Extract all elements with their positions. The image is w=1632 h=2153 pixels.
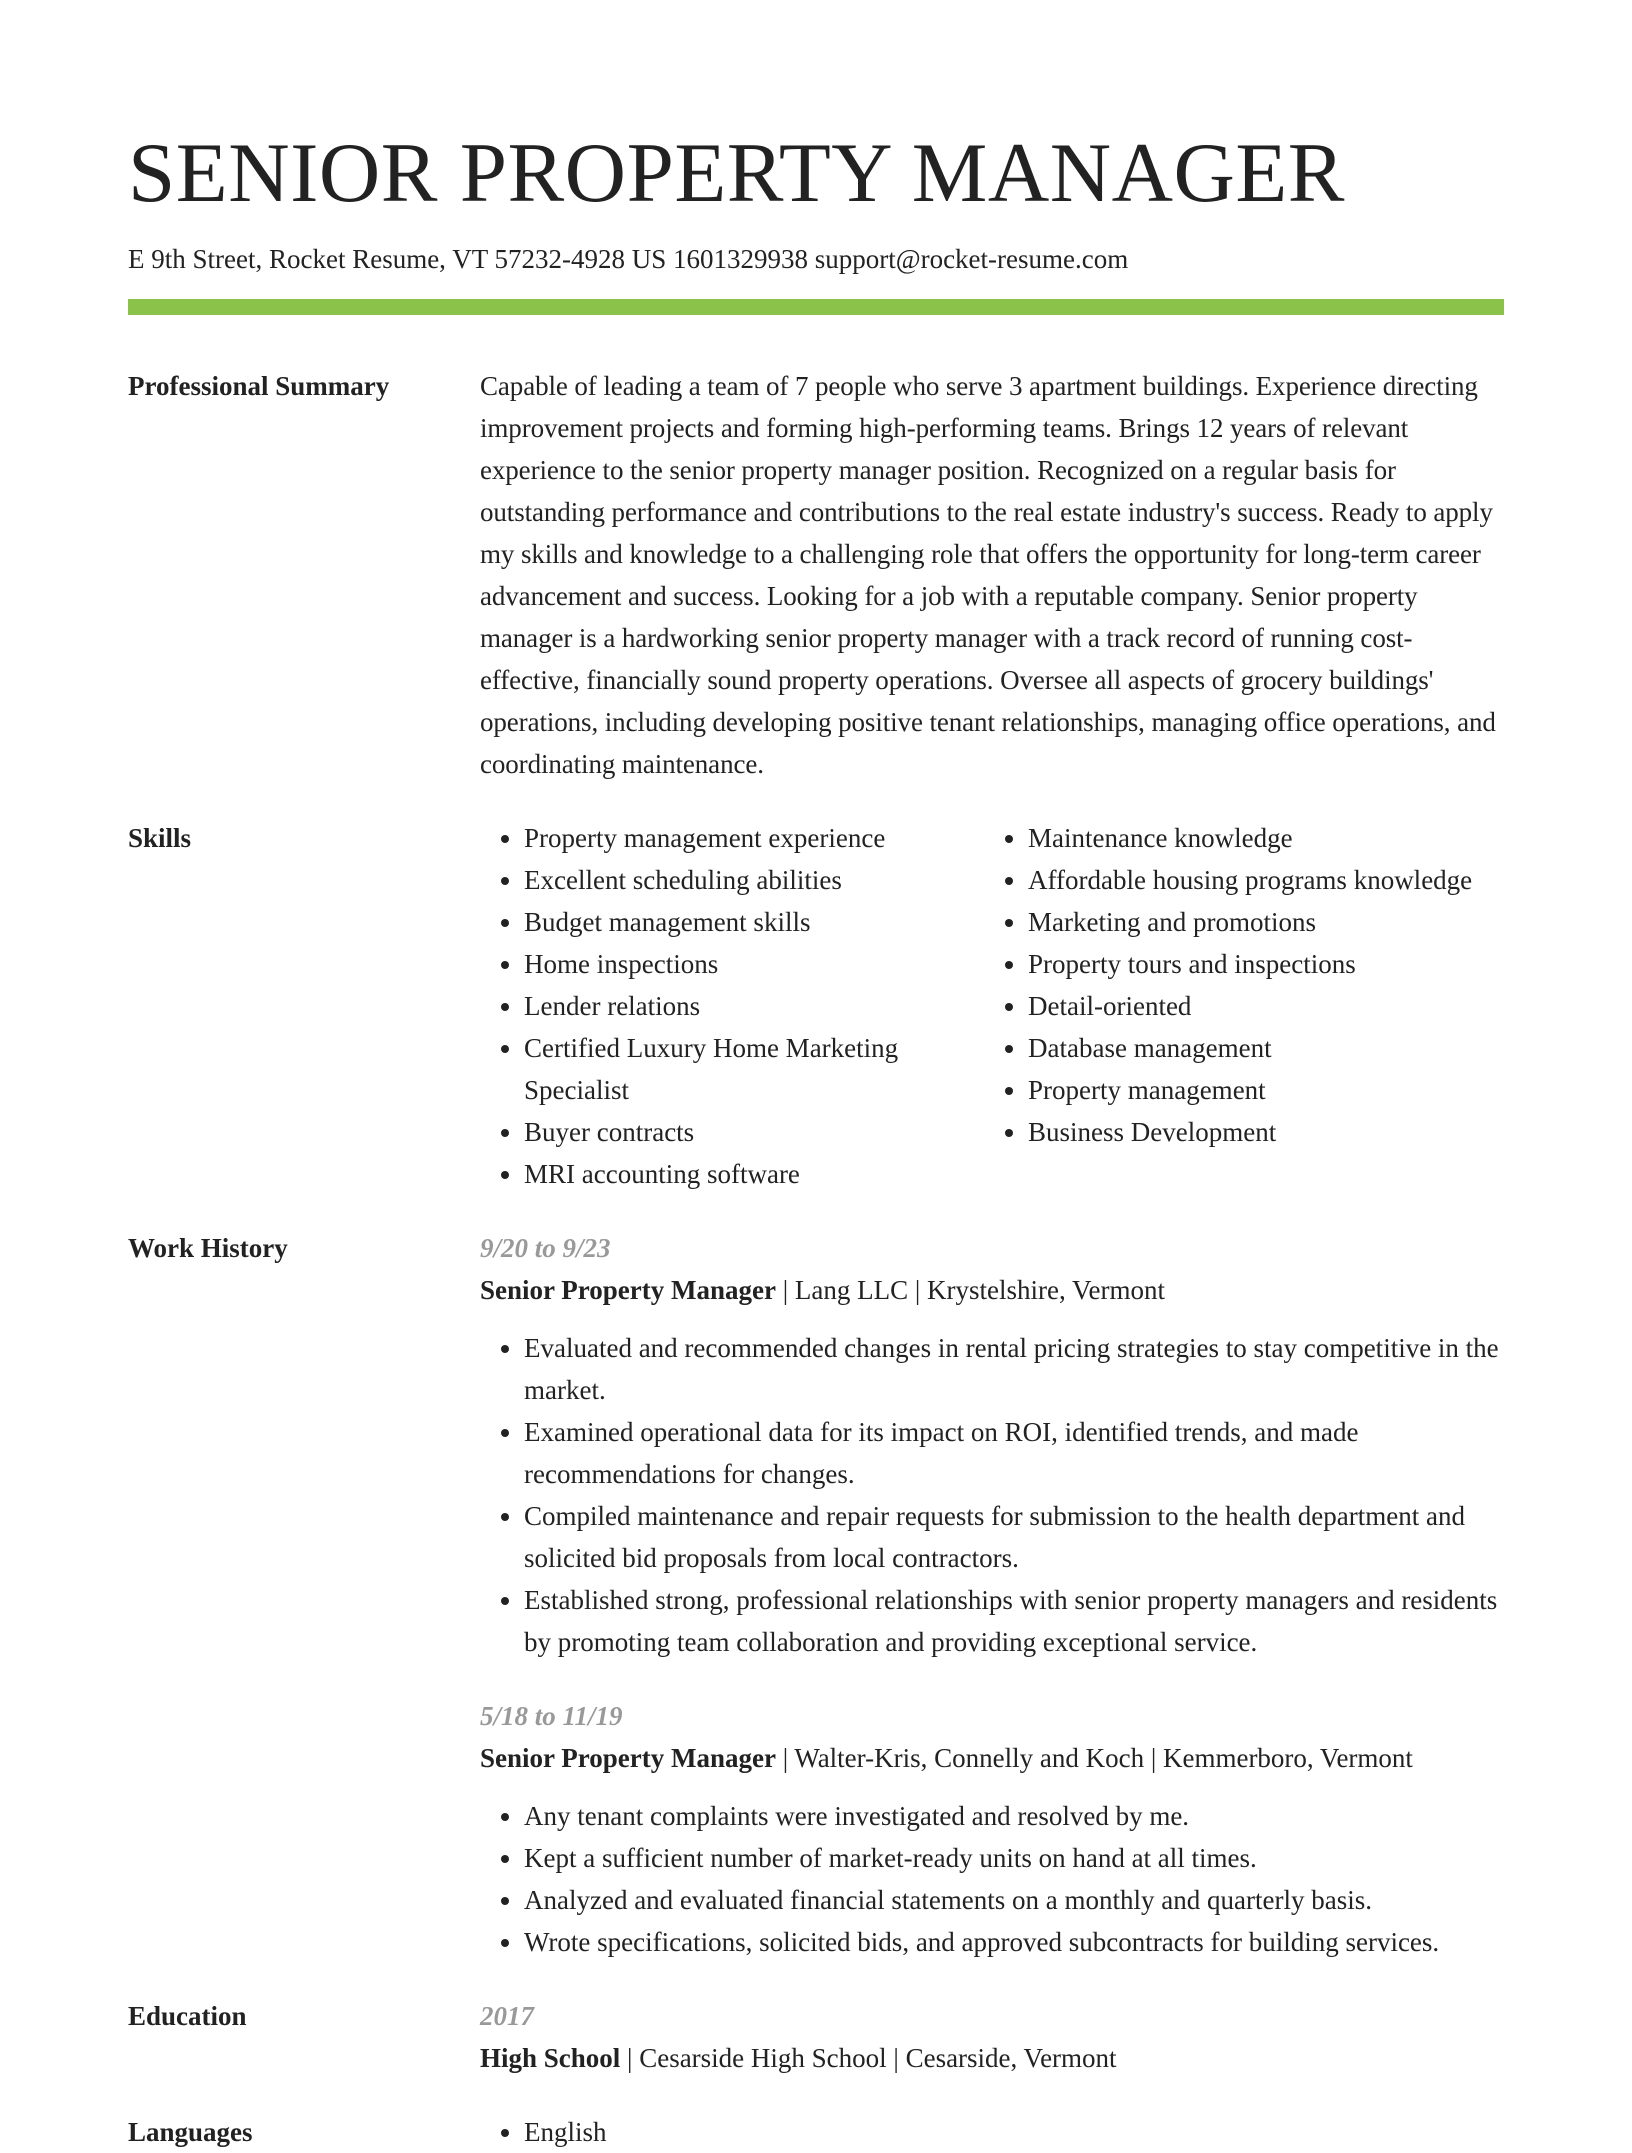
summary-section: [128, 365, 1504, 785]
job-dates: 9/20 to 9/23: [480, 1233, 611, 1263]
job-bullet: • Any tenant complaints were investigated and resolved by me.: [524, 1795, 1504, 1837]
work-history-section: [128, 1227, 1504, 1963]
job-bullet: • Wrote specifications, solicited bids, and approved subcontracts for building services.: [524, 1921, 1504, 1963]
skill-item: • Home inspections: [524, 943, 984, 985]
languages-list: [480, 2111, 1504, 2153]
section-heading-work-history: Work History: [128, 1233, 288, 1263]
skill-item: • Excellent scheduling abilities: [524, 859, 984, 901]
job-title: Senior Property Manager: [480, 1743, 776, 1773]
skill-item: • Maintenance knowledge: [1028, 817, 1504, 859]
section-heading-skills: Skills: [128, 823, 192, 853]
summary-text: Capable of leading a team of 7 people who serve 3 apartment buildings. Experience directing improvement projects and forming high-performing teams. Brings 12 years of relevant experience to the senior property manager position. Recognized on a regular basis for outstanding performance and contributions to the real estate industry's success. Ready to apply my skills and knowledge to a challenging role that offers the opportunity for long-term career advancement and success. Looking for a job with a reputable company. Senior property manager is a hardworking senior property manager with a track record of running cost-effective, financially sound property operations. Oversee all aspects of grocery buildings' operations, including developing positive tenant relationships, managing office operations, and coordinating maintenance.: [480, 371, 1496, 779]
accent-divider: [128, 299, 1504, 315]
job-heading: [480, 1269, 1504, 1311]
skill-item: • MRI accounting software: [524, 1153, 984, 1195]
job-bullet: • Analyzed and evaluated financial statements on a monthly and quarterly basis.: [524, 1879, 1504, 1921]
skill-item: • Property management: [1028, 1069, 1504, 1111]
job-bullet: • Compiled maintenance and repair requests for submission to the health department and solicited bid proposals from local contractors.: [524, 1495, 1504, 1579]
skill-item: • Certified Luxury Home Marketing Specialist: [524, 1027, 984, 1111]
summary-body: [480, 365, 1504, 785]
work-history-body: [480, 1227, 1504, 1963]
education-year: 2017: [480, 2001, 534, 2031]
job-heading: [480, 1737, 1504, 1779]
education-details: | Cesarside High School | Cesarside, Vermont: [620, 2043, 1117, 2073]
skill-item: • Budget management skills: [524, 901, 984, 943]
job-entry: [480, 1695, 1504, 1963]
skill-item: • Lender relations: [524, 985, 984, 1027]
skills-list-left: [480, 817, 984, 1195]
skills-list-right: [984, 817, 1504, 1195]
skill-item: • Property tours and inspections: [1028, 943, 1504, 985]
education-degree: High School: [480, 2043, 621, 2073]
skill-item: • Business Development: [1028, 1111, 1504, 1153]
skills-body: [480, 817, 1504, 1195]
skill-item: • Affordable housing programs knowledge: [1028, 859, 1504, 901]
job-bullet: • Kept a sufficient number of market-ready units on hand at all times.: [524, 1837, 1504, 1879]
job-details: | Lang LLC | Krystelshire, Vermont: [775, 1275, 1165, 1305]
education-body: [480, 1995, 1504, 2079]
resume-page: [128, 0, 1504, 2153]
resume-title: SENIOR PROPERTY MANAGER: [128, 126, 1345, 220]
job-title: Senior Property Manager: [480, 1275, 776, 1305]
skill-item: • Database management: [1028, 1027, 1504, 1069]
education-heading: [480, 2037, 1504, 2079]
contact-line: E 9th Street, Rocket Resume, VT 57232-4928 US 1601329938 support@rocket-resume.com: [128, 244, 1129, 274]
job-bullet: • Examined operational data for its impact on ROI, identified trends, and made recommendations for changes.: [524, 1411, 1504, 1495]
job-details: | Walter-Kris, Connelly and Koch | Kemmerboro, Vermont: [775, 1743, 1413, 1773]
skills-section: [128, 817, 1504, 1195]
languages-section: [128, 2111, 1504, 2153]
job-bullet: • Established strong, professional relationships with senior property managers and residents by promoting team collaboration and providing exceptional service.: [524, 1579, 1504, 1663]
languages-body: [480, 2111, 1504, 2153]
job-bullets: [480, 1327, 1504, 1663]
skill-item: • Buyer contracts: [524, 1111, 984, 1153]
skill-item: • Detail-oriented: [1028, 985, 1504, 1027]
job-bullets: [480, 1795, 1504, 1963]
section-heading-education: Education: [128, 2001, 247, 2031]
skill-item: • Marketing and promotions: [1028, 901, 1504, 943]
language-item: • English: [524, 2111, 1504, 2153]
job-dates: 5/18 to 11/19: [480, 1701, 623, 1731]
education-section: [128, 1995, 1504, 2079]
skill-item: • Property management experience: [524, 817, 984, 859]
skills-columns: [480, 817, 1504, 1195]
section-heading-summary: Professional Summary: [128, 371, 390, 401]
job-entry: [480, 1227, 1504, 1663]
section-heading-languages: Languages: [128, 2117, 253, 2147]
job-bullet: • Evaluated and recommended changes in rental pricing strategies to stay competitive in the market.: [524, 1327, 1504, 1411]
